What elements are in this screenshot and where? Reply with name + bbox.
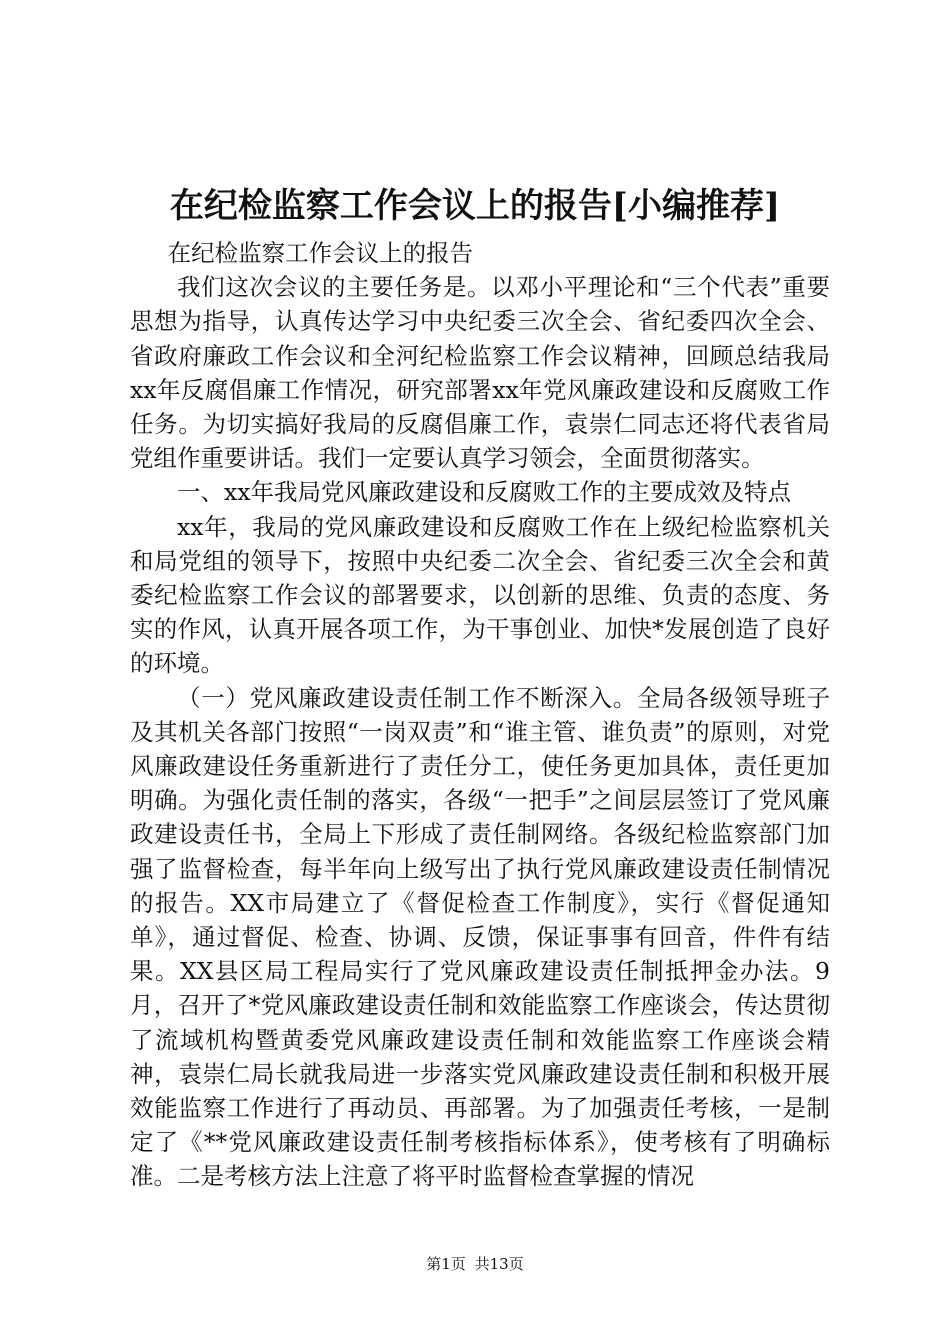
document-title: 在纪检监察工作会议上的报告[小编推荐] — [169, 186, 781, 226]
document-body — [130, 236, 830, 1194]
page-total: 共13页 — [474, 1255, 524, 1273]
page-footer — [0, 1254, 950, 1274]
document-subtitle: 在纪检监察工作会议上的报告 — [167, 239, 474, 267]
paragraph-intro: 我们这次会议的主要任务是。以邓小平理论和“三个代表”重要思想为指导，认真传达学习中央纪委三次全会、省纪委四次全会、省政府廉政工作会议和全河纪检监察工作会议精神，回顾总结我局xx年反腐倡廉工作情况，研究部署xx年党风廉政建设和反腐败工作任务。为切实搞好我局的反腐倡廉工作，袁崇仁同志还将代表省局党组作重要讲话。我们一定要认真学习领会，全面贯彻落实。 — [130, 273, 830, 473]
paragraph-overview: xx年，我局的党风廉政建设和反腐败工作在上级纪检监察机关和局党组的领导下，按照中央纪委二次全会、省纪委三次全会和黄委纪检监察工作会议的部署要求，以创新的思维、负责的态度、务实的作风，认真开展各项工作，为干事创业、加快*发展创造了良好的环境。 — [130, 512, 830, 678]
paragraph-responsibility: （一）党风廉政建设责任制工作不断深入。全局各级领导班子及其机关各部门按照“一岗双责”和“谁主管、谁负责”的原则，对党风廉政建设任务重新进行了责任分工，使任务更加具体，责任更加明确。为强化责任制的落实，各级“一把手”之间层层签订了党风廉政建设责任书，全局上下形成了责任制网络。各级纪检监察部门加强了监督检查，每半年向上级写出了执行党风廉政建设责任制情况的报告。XX市局建立了《督促检查工作制度》，实行《督促通知单》，通过督促、检查、协调、反馈，保证事事有回音，件件有结果。XX县区局工程局实行了党风廉政建设责任制抵押金办法。9月，召开了*党风廉政建设责任制和效能监察工作座谈会，传达贯彻了流域机构暨黄委党风廉政建设责任制和效能监察工作座谈会精神，袁崇仁局长就我局进一步落实党风廉政建设责任制和积极开展效能监察工作进行了再动员、再部署。为了加强责任考核，一是制定了《**党风廉政建设责任制考核指标体系》，使考核有了明确标准。二是考核方法上注意了将平时监督检查掌握的情况 — [130, 683, 830, 1191]
section-heading-1: 一、xx年我局党风廉政建设和反腐败工作的主要成效及特点 — [177, 478, 792, 507]
page-number: 第1页 — [426, 1255, 466, 1273]
